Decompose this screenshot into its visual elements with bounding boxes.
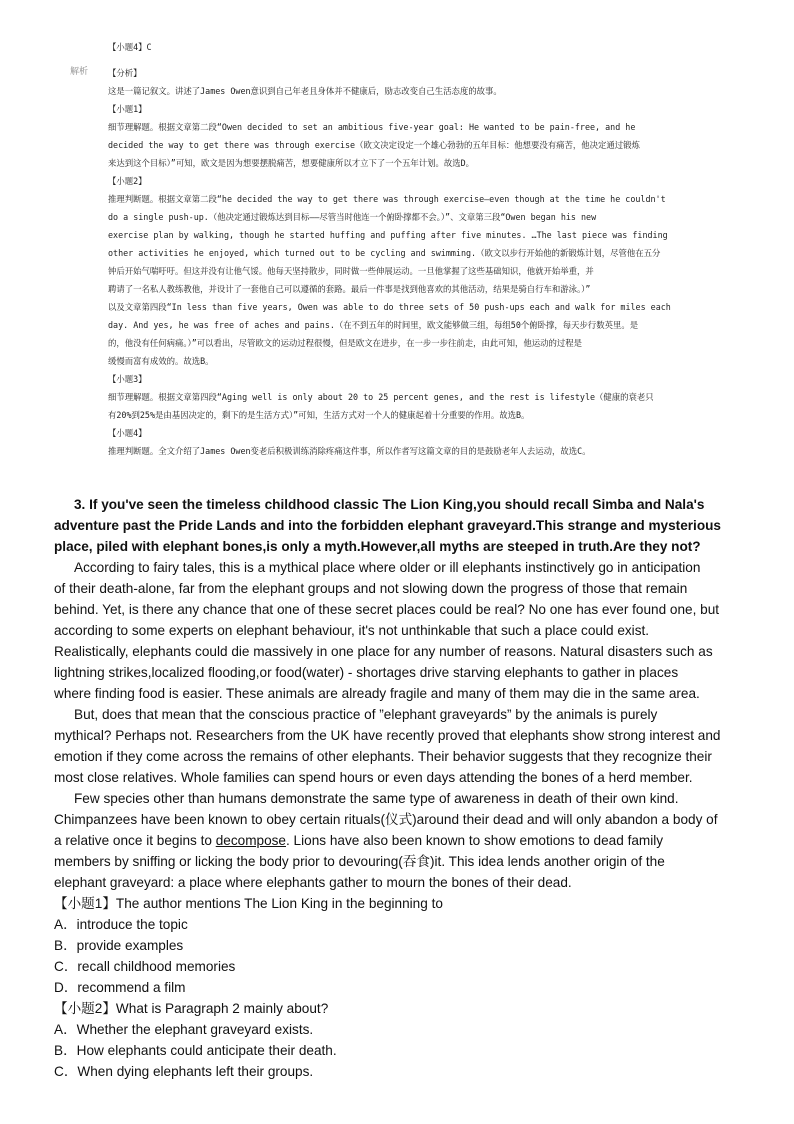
analysis-line: 【小题4】: [108, 428, 147, 438]
analysis-line: 有20%到25%是由基因决定的，剩下的是生活方式）”可知，生活方式对一个人的健康起着十分重要的作用。故选B。: [108, 410, 530, 420]
analysis-line: 来达到这个目标）”可知，欧文是因为想要摆脱痛苦，想要健康所以才立下了一个五年计划。故选D。: [108, 158, 475, 168]
analysis-line: 推理判断题。根据文章第二段“he decided the way to get there was through exercise—even though at the time he couldn't: [108, 194, 666, 204]
text-span: . Lions have also been known to show emotions to dead family: [286, 833, 664, 848]
passage-line: Chimpanzees have been known to obey certain rituals(仪式)around their dead and will only abandon a body of: [54, 812, 718, 827]
passage-line: behind. Yet, is there any chance that one of these secret places could be real? No one has ever found one, but: [54, 602, 720, 617]
question-3-section: [54, 494, 754, 1082]
text-span: a relative once it begins to: [54, 833, 216, 848]
passage-intro-line: 3. If you've seen the timeless childhood classic The Lion King,you should recall Simba and Nala's: [74, 497, 705, 512]
analysis-line: 【小题2】: [108, 176, 147, 186]
question-stem-2: 【小题2】What is Paragraph 2 mainly about?: [54, 1001, 329, 1016]
passage-line: members by sniffing or licking the body prior to devouring(吞食)it. This idea lends another origin of the: [54, 854, 665, 869]
passage-line: where finding food is easier. These animals are already fragile and many of them may die in the same area.: [54, 686, 700, 701]
analysis-line: exercise plan by walking, though he started huffing and puffing after five minutes. …The last piece was finding: [108, 230, 668, 240]
option-c: C．When dying elephants left their groups.: [54, 1064, 314, 1079]
analysis-line: 【小题1】: [108, 104, 147, 114]
passage-line: most close relatives. Whole families can spend hours or even days attending the bones of a herd member.: [54, 770, 693, 785]
analysis-line: decided the way to get there was through exercise（欧文决定设定一个雄心勃勃的五年目标：他想要没有痛苦，他决定通过锻炼: [108, 140, 640, 150]
passage-line: of their death-alone, far from the elephant groups and not slowing down the progress of those that remain: [54, 581, 688, 596]
analysis-line: 这是一篇记叙文。讲述了James Owen意识到自己年老且身体并不健康后，励志改变自己生活态度的故事。: [108, 86, 502, 96]
option-b: B．How elephants could anticipate their death.: [54, 1043, 337, 1058]
option-a: A．Whether the elephant graveyard exists.: [54, 1022, 314, 1037]
analysis-label: 解析: [70, 67, 89, 77]
analysis-line: 细节理解题。根据文章第四段“Aging well is only about 20 to 25 percent genes, and the rest is lifestyle（健康的衰老只: [108, 392, 654, 402]
analysis-line: other activities he enjoyed, which turned out to be cycling and swimming.（欧文以步行开始他的新锻炼计划，尽管他在五分: [108, 248, 661, 258]
passage-line: Realistically, elephants could die massively in one place for any number of reasons. Natural disasters such as: [54, 644, 713, 659]
passage-line: emotion if they come across the remains of other elephants. Their behavior suggests that they recognize their: [54, 749, 712, 764]
passage-line: mythical? Perhaps not. Researchers from the UK have recently proved that elephants show strong interest and: [54, 728, 721, 743]
analysis-line: day. And yes, he was free of aches and pains.（在不到五年的时间里，欧文能够做三组，每组50个俯卧撑，每天步行数英里。是: [108, 320, 639, 330]
analysis-line: 的，他没有任何病痛。）”可以看出，尽管欧文的运动过程很慢，但是欧文在进步，在一步一步往前走，由此可知，他运动的过程是: [108, 338, 583, 348]
passage-line: Few species other than humans demonstrate the same type of awareness in death of their own kind.: [74, 791, 679, 806]
option-c: C．recall childhood memories: [54, 959, 236, 974]
analysis-line: 聘请了一名私人教练教他，并设计了一套他自己可以遵循的套路。最后一件事是找到他喜欢的其他活动，结果是骑自行车和游泳。）”: [108, 284, 591, 294]
answer-q4: 【小题4】C: [108, 42, 152, 52]
passage-line: according to some experts on elephant behaviour, it's not unthinkable that such a place could exist.: [54, 623, 650, 638]
analysis-line: 推理判断题。全文介绍了James Owen变老后积极训练消除疼痛这件事，所以作者写这篇文章的目的是鼓励老年人去运动，故选C。: [108, 446, 591, 456]
analysis-line: 【小题3】: [108, 374, 147, 384]
option-d: D．recommend a film: [54, 980, 186, 995]
passage-line: elephant graveyard: a place where elephants gather to mourn the bones of their dead.: [54, 875, 572, 890]
analysis-line: do a single push-up.（他决定通过锻炼达到目标——尽管当时他连一个俯卧撑都不会。）”、文章第三段“Owen began his new: [108, 212, 597, 222]
question-stem-1: 【小题1】The author mentions The Lion King in the beginning to: [54, 896, 443, 911]
option-a: A．introduce the topic: [54, 917, 188, 932]
analysis-line: 【分析】: [108, 68, 142, 78]
passage-line: But, does that mean that the conscious practice of ”elephant graveyards” by the animals is purely: [74, 707, 658, 722]
passage-line: lightning strikes,localized flooding,or food(water) - shortages drive starving elephants to gather in places: [54, 665, 679, 680]
analysis-line: 钟后开始气喘吁吁。但这并没有让他气馁。他每天坚持散步，同时做一些伸展运动。一旦他掌握了这些基础知识，他就开始举重，并: [108, 266, 594, 276]
analysis-line: 以及文章第四段“In less than five years, Owen was able to do three sets of 50 push-ups each and walk for miles each: [108, 302, 671, 312]
option-b: B．provide examples: [54, 938, 184, 953]
analysis-line: 缓慢而富有成效的。故选B。: [108, 356, 214, 366]
passage-intro-line: adventure past the Pride Lands and into the forbidden elephant graveyard.This strange and mysterious: [54, 518, 721, 533]
underlined-word: decompose: [215, 833, 286, 848]
passage-line: According to fairy tales, this is a mythical place where older or ill elephants instinctively go in anticipation: [74, 560, 701, 575]
passage-intro-line: place, piled with elephant bones,is only a myth.However,all myths are steeped in truth.Are they not?: [54, 539, 701, 554]
analysis-line: 细节理解题。根据文章第二段“Owen decided to set an ambitious five-year goal: He wanted to be pain-free, and he: [108, 122, 636, 132]
passage-line-decompose: [54, 830, 754, 851]
